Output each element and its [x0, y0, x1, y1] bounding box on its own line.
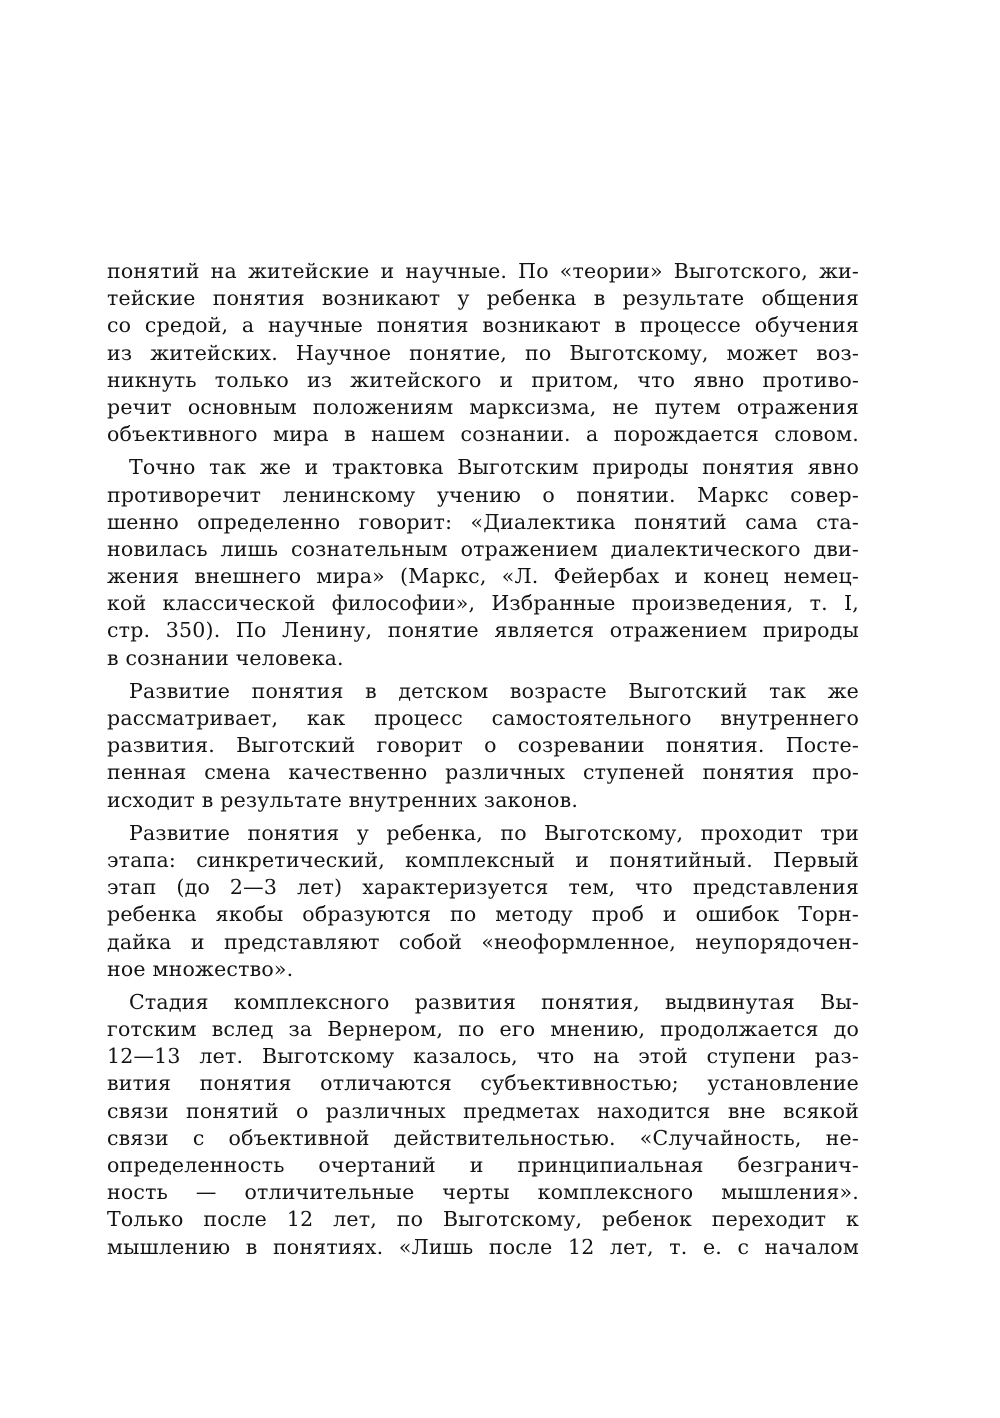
text-line: связи понятий о различных предметах находится вне всякой [107, 1098, 859, 1123]
text-line: вития понятия отличаются субъективностью; установление [107, 1071, 859, 1096]
text-line: исходит в результате внутренних законов. [107, 787, 579, 812]
text-line: стр. 350). По Ленину, понятие является отражением природы [107, 618, 859, 643]
text-line: Развитие понятия у ребенка, по Выготскому, проходит три [129, 820, 859, 845]
text-line: пенная смена качественно различных ступеней понятия про- [107, 760, 859, 785]
paragraph [107, 678, 859, 814]
text-line: 12—13 лет. Выготскому казалось, что на этой ступени раз- [107, 1044, 859, 1069]
text-line: никнуть только из житейского и притом, что явно противо- [107, 367, 859, 392]
text-line: ность — отличительные черты комплексного мышления». [107, 1180, 859, 1205]
text-line: Только после 12 лет, по Выготскому, ребенок переходит к [107, 1207, 859, 1232]
text-line: мышлению в понятиях. «Лишь после 12 лет, т. е. с началом [107, 1234, 859, 1259]
text-line: кой классической философии», Избранные произведения, т. I, [107, 591, 859, 616]
text-line: Развитие понятия в детском возрасте Выготский так же [129, 678, 859, 703]
text-line: Стадия комплексного развития понятия, выдвинутая Вы- [129, 989, 859, 1014]
text-line: жения внешнего мира» (Маркс, «Л. Фейербах и конец немец- [107, 564, 859, 589]
text-line: этап (до 2—3 лет) характеризуется тем, что представления [107, 875, 859, 900]
text-line: дайка и представляют собой «неоформленное, неупорядочен- [107, 929, 859, 954]
text-line: ребенка якобы образуются по методу проб и ошибок Торн- [107, 902, 859, 927]
text-line: связи с объективной действительностью. «Случайность, не- [107, 1125, 859, 1150]
text-line: понятий на житейские и научные. По «теории» Выготского, жи- [107, 259, 859, 283]
text-line: в сознании человека. [107, 645, 344, 670]
body-text [107, 258, 859, 1261]
text-line: речит основным положениям марксизма, не путем отражения [107, 394, 859, 419]
text-line: Точно так же и трактовка Выготским природы понятия явно [129, 455, 859, 480]
text-line: ное множество». [107, 956, 294, 981]
text-line: со средой, а научные понятия возникают в процессе обучения [107, 313, 859, 338]
text-line: противоречит ленинскому учению о понятии. Маркс совер- [107, 482, 859, 507]
text-line: шенно определенно говорит: «Диалектика понятий сама ста- [107, 509, 859, 534]
text-line: рассматривает, как процесс самостоятельного внутреннего [107, 706, 859, 730]
paragraph [107, 454, 859, 672]
paragraph [107, 258, 859, 448]
text-line: определенность очертаний и принципиальная безгранич- [107, 1153, 859, 1177]
text-line: из житейских. Научное понятие, по Выготскому, может воз- [107, 340, 859, 365]
paragraph [107, 989, 859, 1261]
text-line: развития. Выготский говорит о созревании понятия. Посте- [107, 733, 859, 758]
text-line: новилась лишь сознательным отражением диалектического дви- [107, 536, 859, 561]
text-line: объективного мира в нашем сознании. а порождается словом. [107, 422, 859, 447]
text-line: этапа: синкретический, комплексный и понятийный. Первый [107, 847, 859, 872]
text-line: готским вслед за Вернером, по его мнению, продолжается до [107, 1017, 859, 1042]
paragraph [107, 820, 859, 983]
text-line: тейские понятия возникают у ребенка в результате общения [107, 286, 859, 311]
